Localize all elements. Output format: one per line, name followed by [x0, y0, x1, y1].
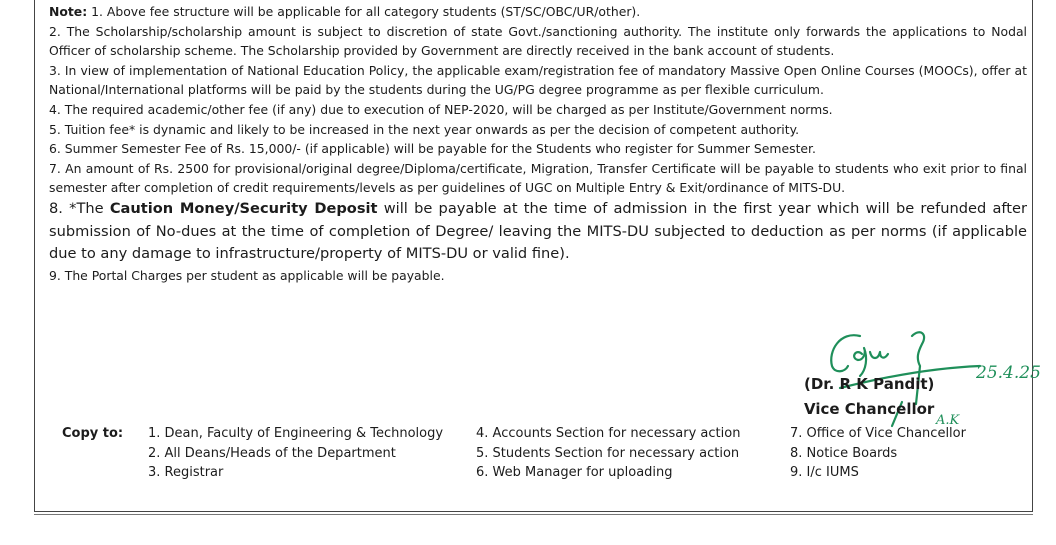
note-label: Note:	[49, 4, 88, 19]
page-border-left	[34, 0, 35, 512]
notes-section	[49, 2, 1027, 285]
copy-to-col-2	[476, 424, 740, 483]
note-3: 3. In view of implementation of National Education Policy, the applicable exam/registration fee of mandatory Massive Open Online Courses (MOOCs), offer at National/International platforms will be paid by the students during the UG/PG degree programme as per flexible curriculum.	[49, 62, 1027, 98]
note-2: 2. The Scholarship/scholarship amount is subject to discretion of state Govt./sanctioning authority. The institute only forwards the applications to Nodal Officer of scholarship scheme. The Scholarship provided by Government are directly received in the bank account of students.	[49, 23, 1027, 59]
copy-item: 6. Web Manager for uploading	[476, 465, 673, 480]
copy-to-col-1	[148, 424, 443, 483]
note-8-rest: will be payable at the time of admission in the first year which will be refunded after submission of No-dues at the time of completion of Degree/ leaving the MITS-DU subjected to deduction as per norms (if applicable due to any damage to infrastructure/property of MITS-DU or valid fine).	[49, 199, 1027, 263]
copy-item: 5. Students Section for necessary action	[476, 445, 740, 461]
signatory-title: Vice Chancellor	[804, 400, 935, 418]
signatory-block	[804, 372, 934, 422]
copy-item: 9. I/c IUMS	[790, 465, 859, 480]
note-5: 5. Tuition fee* is dynamic and likely to be increased in the next year onwards as per the decision of competent authority.	[49, 121, 800, 137]
copy-to-label: Copy to:	[62, 426, 124, 441]
handwritten-initials: A.K	[936, 413, 960, 428]
copy-item: 7. Office of Vice Chancellor	[790, 426, 966, 441]
note-7: 7. An amount of Rs. 2500 for provisional/original degree/Diploma/certificate, Migration, Transfer Certificate will be payable to students who exit prior to final semester after completion of credit requirements/levels as per guidelines of UGC on Multiple Entry & Exit/ordinance of MITS-DU.	[49, 160, 1027, 196]
handwritten-date: 25.4.25	[976, 363, 1041, 383]
copy-to-col-3	[790, 424, 966, 483]
note-8	[49, 198, 1027, 266]
note-8-bold: Caution Money/Security Deposit	[109, 199, 378, 217]
copy-item: 8. Notice Boards	[790, 445, 898, 461]
copy-item: 4. Accounts Section for necessary action	[476, 426, 741, 441]
copy-item: 3. Registrar	[148, 465, 224, 480]
note-1	[49, 2, 1027, 22]
copy-item: 1. Dean, Faculty of Engineering & Technology	[148, 426, 444, 441]
copy-item: 2. All Deans/Heads of the Department	[148, 445, 396, 461]
note-4: 4. The required academic/other fee (if any) due to execution of NEP-2020, will be charged as per Institute/Government norms.	[49, 101, 833, 117]
note-9: 9. The Portal Charges per student as applicable will be payable.	[49, 267, 445, 283]
note-1-text: 1. Above fee structure will be applicable for all category students (ST/SC/OBC/UR/other).	[87, 4, 641, 19]
note-8-prefix: 8. *The	[49, 199, 110, 217]
note-6: 6. Summer Semester Fee of Rs. 15,000/- (if applicable) will be payable for the Students who register for Summer Semester.	[49, 141, 816, 157]
page-border-bottom-inner	[34, 514, 1033, 515]
page-border-bottom	[34, 511, 1033, 512]
signatory-name: (Dr. R K Pandit)	[804, 375, 935, 393]
page-border-right	[1032, 0, 1033, 512]
